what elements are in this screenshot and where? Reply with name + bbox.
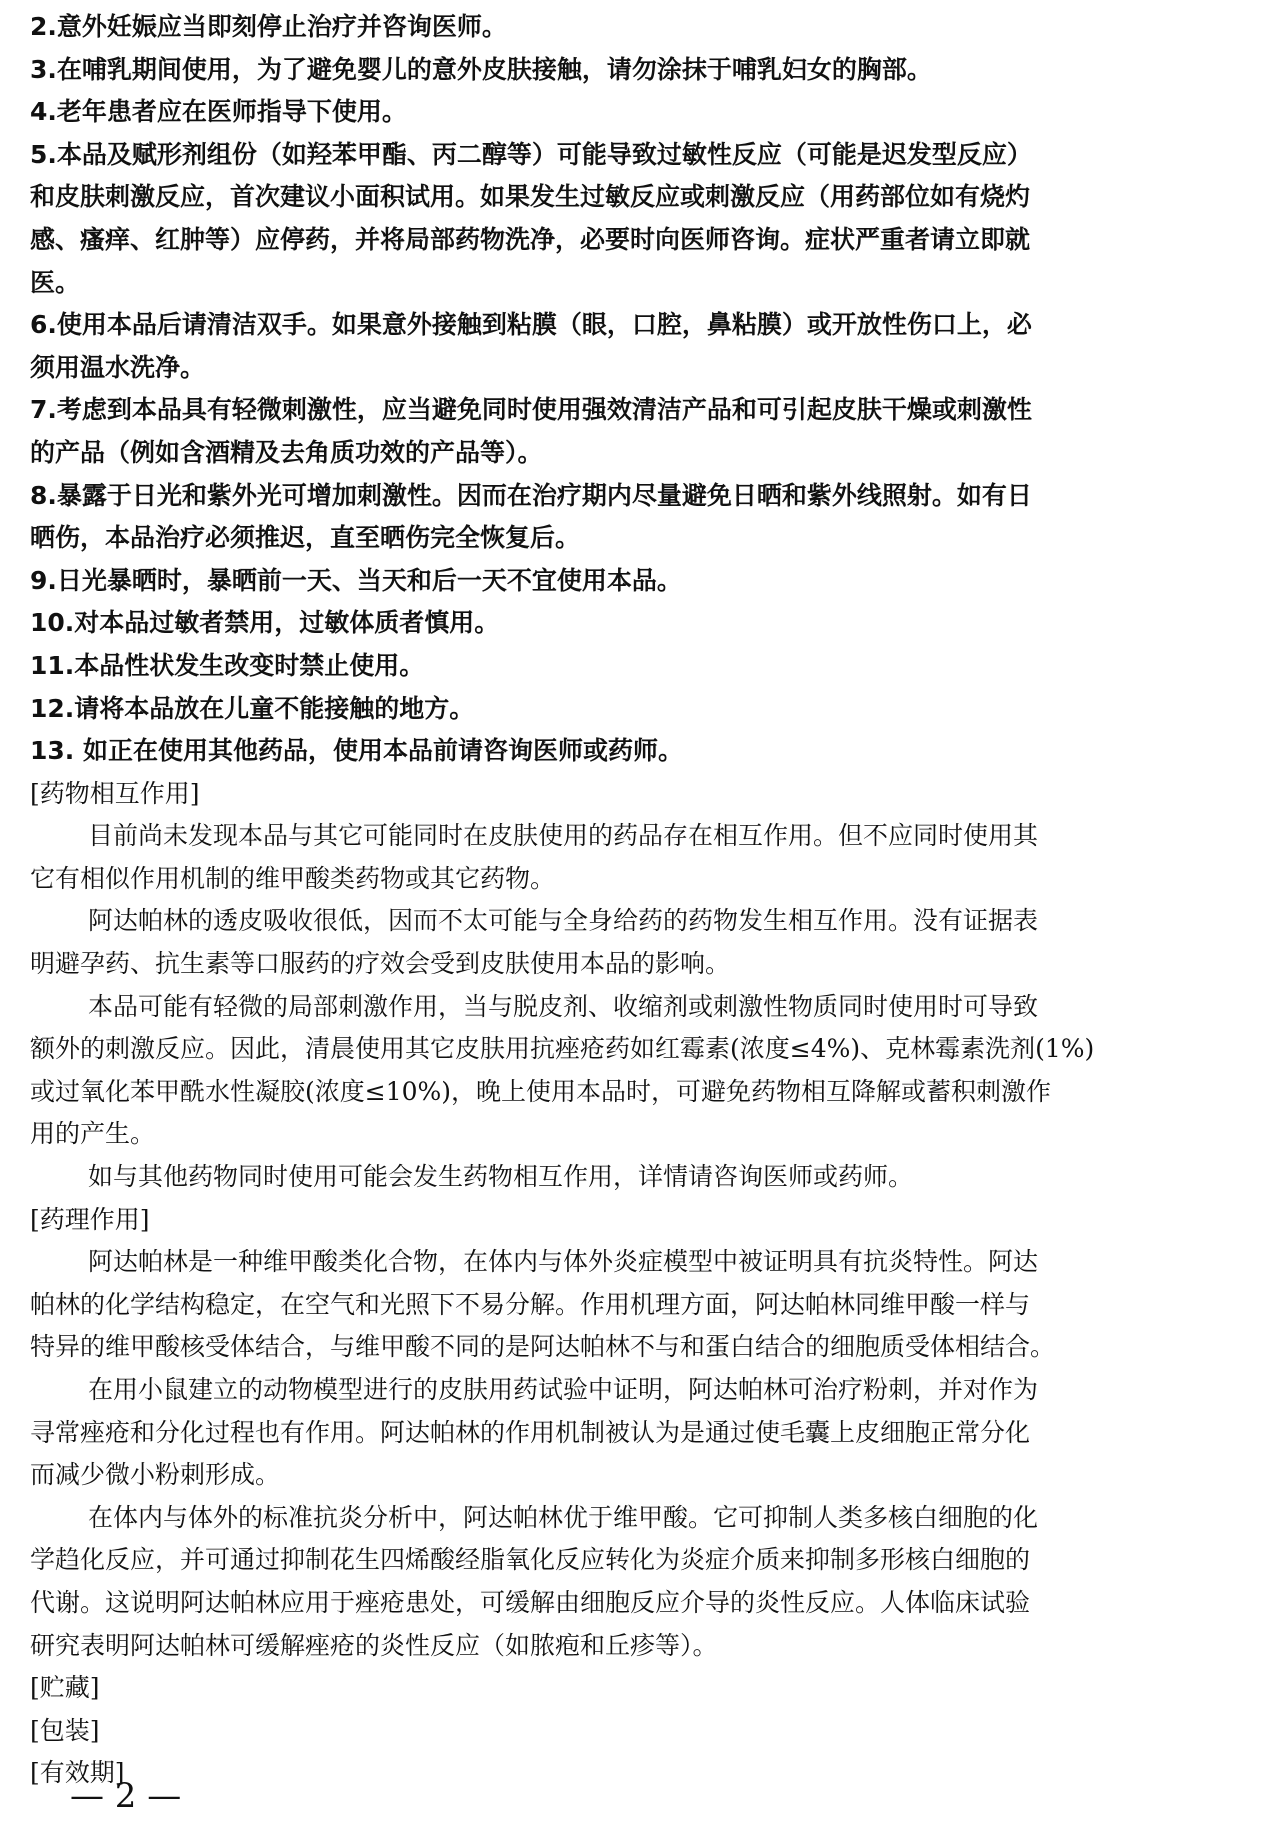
interactions-paragraph-1-line-2: 它有相似作用机制的维甲酸类药物或其它药物。: [30, 863, 556, 893]
document-page: [30, 6, 1230, 1795]
precaution-item-7-line-2: 的产品（例如含酒精及去角质功效的产品等）。: [30, 437, 543, 467]
precaution-item-2: 2.意外妊娠应当即刻停止治疗并咨询医师。: [30, 12, 507, 41]
precaution-item-5-line-3: 感、瘙痒、红肿等）应停药，并将局部药物洗净，必要时向医师咨询。症状严重者请立即就: [30, 224, 1031, 254]
pharmacology-paragraph-3-line-2: 学趋化反应，并可通过抑制花生四烯酸经脂氧化反应转化为炎症介质来抑制多形核白细胞的: [30, 1545, 1031, 1575]
interactions-paragraph-3-line-3: 或过氧化苯甲酰水性凝胶(浓度≤10%)，晚上使用本品时，可避免药物相互降解或蓄积刺激作: [30, 1076, 1052, 1106]
pharmacology-paragraph-3-line-1: 在体内与体外的标准抗炎分析中，阿达帕林优于维甲酸。它可抑制人类多核白细胞的化: [88, 1502, 1039, 1532]
pharmacology-paragraph-2-line-3: 而减少微小粉刺形成。: [30, 1460, 281, 1490]
page-number: — 2 —: [70, 1776, 182, 1816]
section-pharmacology: [30, 1199, 1230, 1668]
pharmacology-paragraph-3-line-4: 研究表明阿达帕林可缓解痤疮的炎性反应（如脓疱和丘疹等）。: [30, 1630, 718, 1660]
precaution-item-8-line-2: 晒伤，本品治疗必须推迟，直至晒伤完全恢复后。: [30, 523, 581, 553]
precaution-item-6-line-2: 须用温水洗净。: [30, 352, 206, 382]
precaution-item-5-line-1: 5.本品及赋形剂组份（如羟苯甲酯、丙二醇等）可能导致过敏性反应（可能是迟发型反应）: [30, 139, 1032, 169]
precaution-item-8-line-1: 8.暴露于日光和紫外光可增加刺激性。因而在治疗期内尽量避免日晒和紫外线照射。如有日: [30, 480, 1032, 510]
interactions-paragraph-3-line-1: 本品可能有轻微的局部刺激作用，当与脱皮剂、收缩剂或刺激性物质同时使用时可导致: [88, 991, 1039, 1021]
section-heading-validity: [有效期]: [30, 1758, 125, 1788]
pharmacology-paragraph-1-line-1: 阿达帕林是一种维甲酸类化合物，在体内与体外炎症模型中被证明具有抗炎特性。阿达: [88, 1247, 1039, 1277]
precaution-item-12: 12.请将本品放在儿童不能接触的地方。: [30, 693, 475, 723]
interactions-paragraph-4-line-1: 如与其他药物同时使用可能会发生药物相互作用，详情请咨询医师或药师。: [88, 1162, 914, 1192]
precaution-item-10: 10.对本品过敏者禁用，过敏体质者慎用。: [30, 608, 500, 638]
pharmacology-paragraph-3-line-3: 代谢。这说明阿达帕林应用于痤疮患处，可缓解由细胞反应介导的炎性反应。人体临床试验: [30, 1587, 1031, 1617]
interactions-paragraph-1-line-1: 目前尚未发现本品与其它可能同时在皮肤使用的药品存在相互作用。但不应同时使用其: [88, 821, 1039, 851]
pharmacology-paragraph-1-line-3: 特异的维甲酸核受体结合，与维甲酸不同的是阿达帕林不与和蛋白结合的细胞质受体相结合。: [30, 1332, 1056, 1362]
section-drug-interactions: [30, 773, 1230, 1199]
precaution-item-11: 11.本品性状发生改变时禁止使用。: [30, 650, 425, 680]
precaution-item-6-line-1: 6.使用本品后请清洁双手。如果意外接触到粘膜（眼，口腔，鼻粘膜）或开放性伤口上，必: [30, 310, 1032, 340]
precaution-item-13: 13. 如正在使用其他药品，使用本品前请咨询医师或药师。: [30, 736, 683, 766]
precaution-item-5-line-4: 医。: [30, 267, 81, 297]
precaution-item-5-line-2: 和皮肤刺激反应，首次建议小面积试用。如果发生过敏反应或刺激反应（用药部位如有烧灼: [30, 182, 1031, 212]
pharmacology-paragraph-2-line-2: 寻常痤疮和分化过程也有作用。阿达帕林的作用机制被认为是通过使毛囊上皮细胞正常分化: [30, 1417, 1031, 1447]
interactions-paragraph-2-line-2: 明避孕药、抗生素等口服药的疗效会受到皮肤使用本品的影响。: [30, 949, 731, 979]
section-heading-storage: [贮藏]: [30, 1673, 100, 1703]
section-heading-pharmacology: [药理作用]: [30, 1204, 150, 1234]
pharmacology-paragraph-1-line-2: 帕林的化学结构稳定，在空气和光照下不易分解。作用机理方面，阿达帕林同维甲酸一样与: [30, 1289, 1031, 1319]
precaution-item-3: 3.在哺乳期间使用，为了避免婴儿的意外皮肤接触，请勿涂抹于哺乳妇女的胸部。: [30, 54, 932, 84]
interactions-paragraph-3-line-4: 用的产生。: [30, 1119, 156, 1149]
precaution-item-7-line-1: 7.考虑到本品具有轻微刺激性，应当避免同时使用强效清洁产品和可引起皮肤干燥或刺激性: [30, 395, 1032, 425]
section-heading-packaging: [包装]: [30, 1715, 100, 1745]
precaution-item-9: 9.日光暴晒时，暴晒前一天、当天和后一天不宜使用本品。: [30, 565, 682, 595]
section-heading-interactions: [药物相互作用]: [30, 778, 200, 808]
precautions-list: [30, 6, 1230, 773]
pharmacology-paragraph-2-line-1: 在用小鼠建立的动物模型进行的皮肤用药试验中证明，阿达帕林可治疗粉刺，并对作为: [88, 1375, 1039, 1404]
precaution-item-4: 4.老年患者应在医师指导下使用。: [30, 97, 407, 127]
interactions-paragraph-3-line-2: 额外的刺激反应。因此，清晨使用其它皮肤用抗痤疮药如红霉素(浓度≤4%)、克林霉素洗剂(1%): [30, 1034, 1095, 1064]
interactions-paragraph-2-line-1: 阿达帕林的透皮吸收很低，因而不太可能与全身给药的药物发生相互作用。没有证据表: [88, 906, 1039, 936]
